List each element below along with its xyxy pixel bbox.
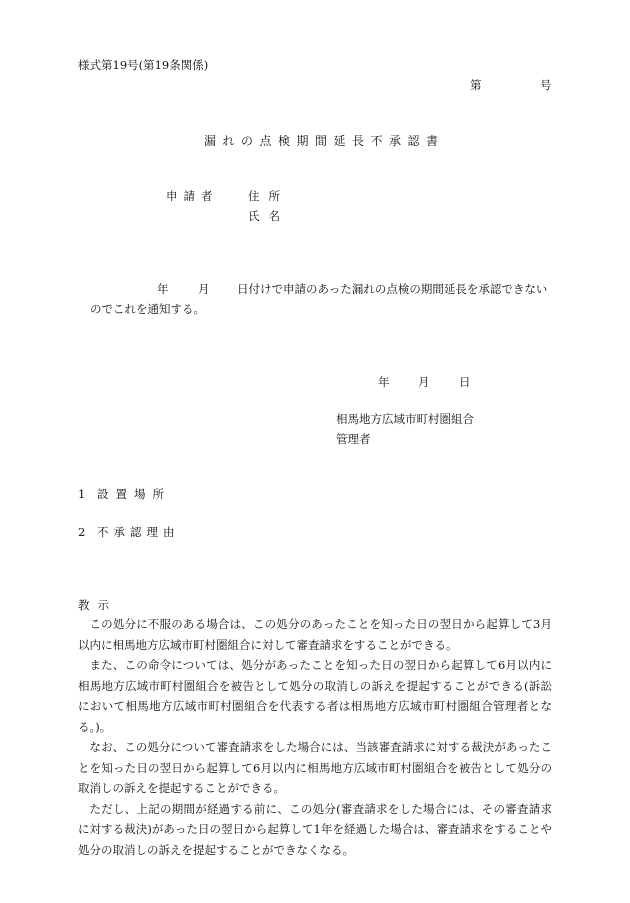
number-suffix: 号 [540, 78, 552, 92]
issuer-organization: 相馬地方広域市町村圏組合 [336, 412, 474, 426]
date-year: 年 [378, 375, 390, 389]
body-month: 月 [198, 282, 210, 296]
section-1-label: 設置場所 [97, 487, 171, 501]
notice-paragraph-1: この処分に不服のある場合は、この処分のあったことを知った日の翌日から起算して3月以内に相馬地方広域市町村圏組合に対して審査請求をすることができる。 [78, 617, 552, 652]
document-title: 漏れの点検期間延長不承認書 [204, 134, 445, 148]
notice-body [78, 614, 552, 860]
date-month: 月 [418, 375, 430, 389]
notice-heading: 教示 [78, 598, 117, 612]
notice-paragraph-2: また、この命令については、処分があったことを知った日の翌日から起算して6月以内に相馬地方広域市町村圏組合を被告として処分の取消しの訴えを提起することができる(訴訟において相馬地方広域市町村圏組合を代表する者は相馬地方広域市町村圏組合管理者となる。)。 [78, 658, 552, 734]
section-1-number: 1 [78, 487, 86, 501]
section-2-label: 不承認理由 [97, 525, 180, 539]
applicant-label: 申請者 [166, 189, 219, 203]
date-day: 日 [459, 375, 471, 389]
notice-paragraph-4: ただし、上記の期間が経過する前に、この処分(審査請求をした場合には、その審査請求に対する裁決)があった日の翌日から起算して1年を経過した場合は、審査請求をすることや処分の取消しの訴えを提起することができなくなる。 [78, 801, 552, 857]
number-prefix: 第 [470, 78, 482, 92]
section-2-number: 2 [78, 525, 86, 539]
notice-paragraph-3: なお、この処分について審査請求をした場合には、当該審査請求に対する裁決があったことを知った日の翌日から起算して6月以内に相馬地方広域市町村圏組合を被告として処分の取消しの訴えを提起することができる。 [78, 740, 552, 795]
body-year: 年 [157, 282, 169, 296]
body-text-line2: のでこれを通知する。 [90, 302, 205, 316]
body-text-line1: 日付けで申請のあった漏れの点検の期間延長を承認できない [237, 282, 548, 296]
form-label: 様式第19号(第19条関係) [78, 58, 209, 72]
issuer-title: 管理者 [336, 432, 371, 446]
address-label: 住所 [248, 189, 289, 203]
name-label: 氏名 [248, 209, 289, 223]
